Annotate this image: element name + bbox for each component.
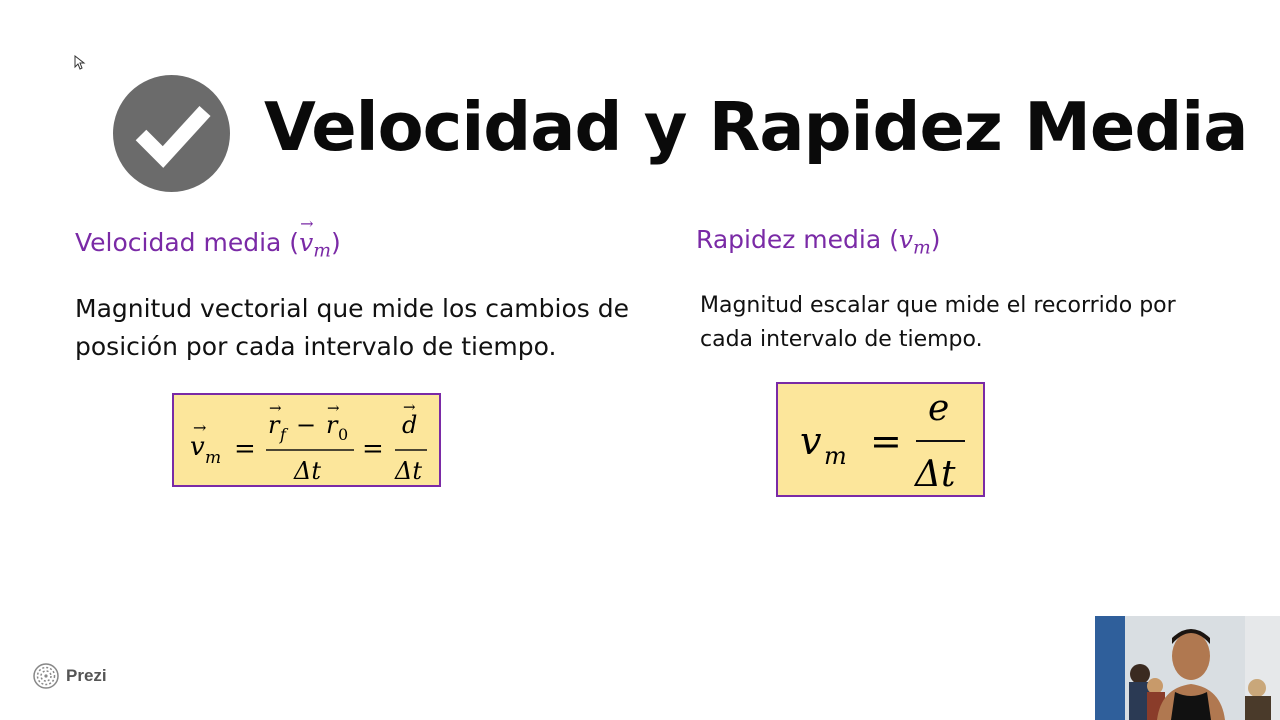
formula-num: e — [928, 388, 950, 429]
formula-den2: Δt — [395, 457, 422, 485]
svg-text:→: → — [403, 398, 416, 416]
speed-heading: Rapidez media $(v_m)$ — [696, 225, 941, 259]
svg-text:→: → — [269, 399, 282, 417]
prezi-brand — [32, 660, 107, 692]
formula-equals: = — [870, 419, 902, 463]
mouse-cursor-icon — [74, 55, 86, 71]
slide-title: Velocidad y Rapidez Media — [264, 88, 1248, 166]
formula-num-a-sub: f — [280, 425, 286, 444]
formula-lhs-sub: m — [824, 442, 847, 470]
formula-num2: d — [402, 411, 418, 439]
prezi-label: Prezi — [66, 666, 107, 685]
velocity-formula — [172, 393, 441, 487]
speed-formula — [776, 382, 985, 497]
checkmark-icon — [113, 75, 230, 192]
formula-lhs-var: v — [800, 419, 822, 463]
formula-num-a: r — [268, 411, 280, 439]
svg-text:→: → — [193, 418, 207, 437]
formula-num-b-sub: 0 — [338, 425, 349, 444]
formula-minus: − — [296, 411, 317, 439]
velocity-heading: Velocidad media ( → $v_m$) — [75, 214, 341, 262]
formula-equals-2: = — [362, 434, 384, 464]
formula-num-b: r — [326, 411, 338, 439]
prezi-logo-icon — [32, 662, 60, 690]
formula-lhs-var: v — [190, 432, 205, 462]
svg-text:→: → — [327, 399, 340, 417]
formula-equals-1: = — [234, 434, 256, 464]
velocity-description: Magnitud vectorial que mide los cambios de posición por cada intervalo de tiempo. — [75, 294, 629, 361]
formula-lhs-sub: m — [205, 448, 222, 468]
formula-den: Δt — [915, 454, 956, 495]
formula-den: Δt — [294, 457, 321, 485]
webcam-feed — [1095, 616, 1280, 720]
speed-description: Magnitud escalar que mide el recorrido por cada intervalo de tiempo. — [700, 293, 1176, 352]
